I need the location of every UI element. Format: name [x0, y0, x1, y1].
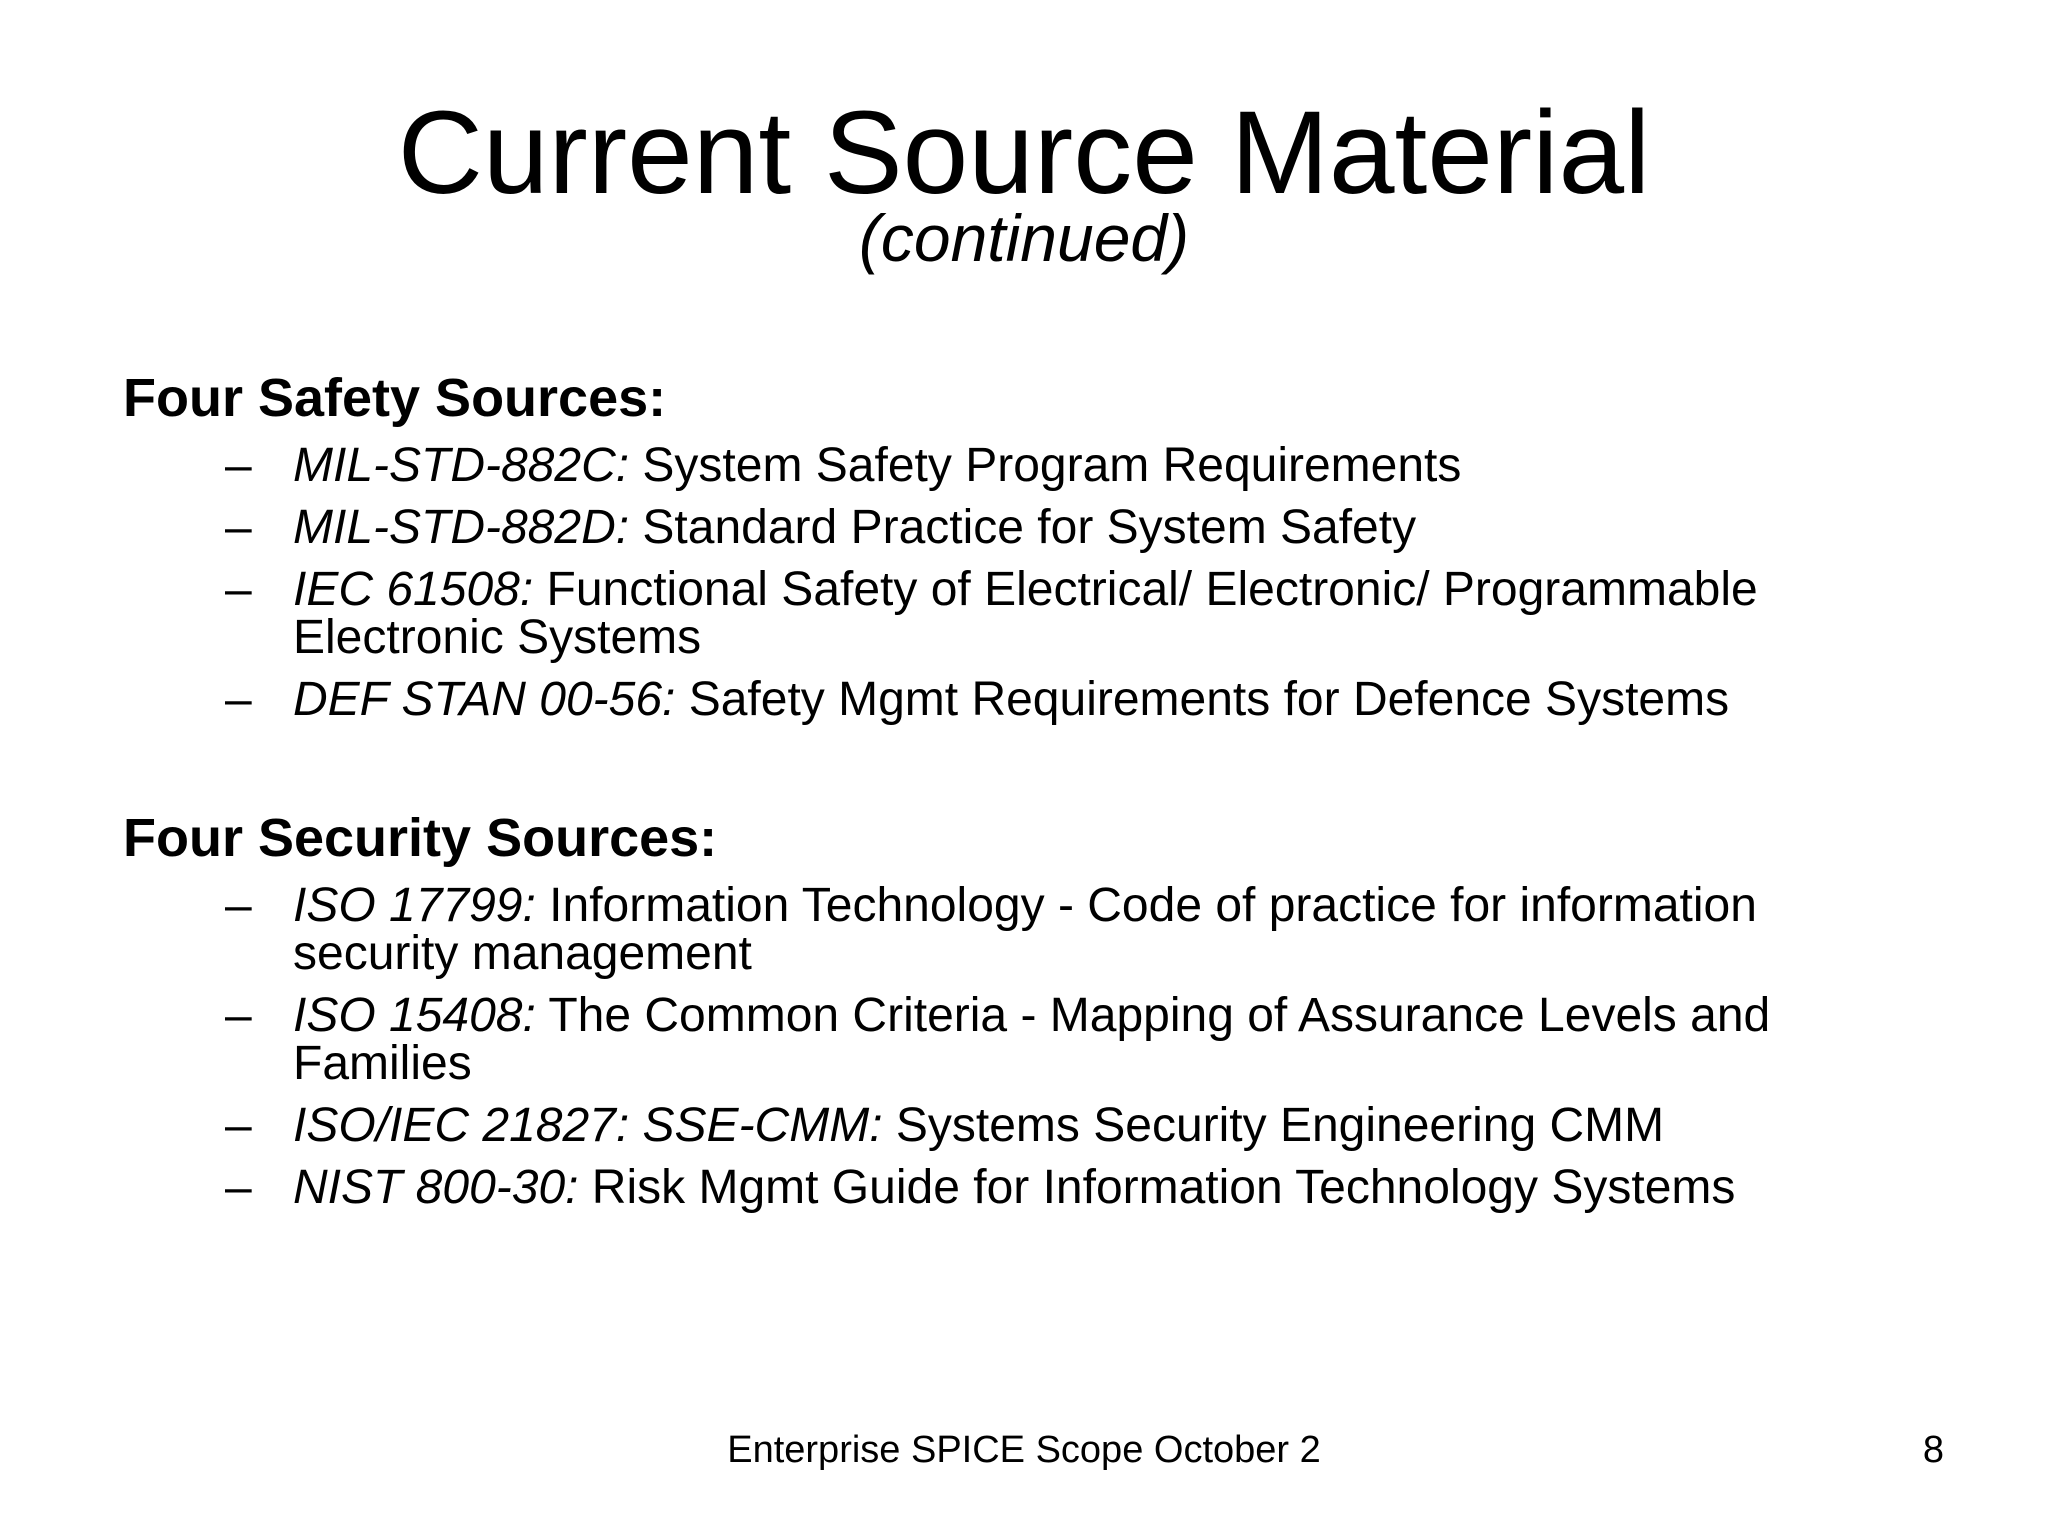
standard-code: MIL-STD-882D:	[293, 501, 630, 554]
standard-title: Systems Security Engineering CMM	[882, 1099, 1665, 1152]
standard-title: Standard Practice for System Safety	[629, 501, 1417, 554]
list-item	[123, 563, 1923, 664]
standard-code: DEF STAN 00-56:	[293, 673, 676, 726]
standard-code: NIST 800-30:	[293, 1161, 579, 1214]
slide-footer: Enterprise SPICE Scope October 2	[727, 1429, 1321, 1471]
dash-bullet-icon: –	[225, 1161, 252, 1214]
standard-title: The Common Criteria - Mapping of Assurance Levels and Families	[293, 989, 1771, 1090]
standard-title: Risk Mgmt Guide for Information Technology Systems	[578, 1161, 1736, 1214]
list-item	[123, 989, 1923, 1090]
standard-code: ISO 17799:	[293, 879, 536, 932]
section-heading: Four Safety Sources:	[123, 368, 667, 428]
list-item	[123, 673, 1923, 726]
standard-code: MIL-STD-882C:	[293, 439, 630, 492]
list-item	[123, 1099, 1923, 1152]
standard-title: System Safety Program Requirements	[629, 439, 1462, 492]
dash-bullet-icon: –	[225, 501, 252, 554]
page-number: 8	[1922, 1429, 1944, 1471]
standard-code: IEC 61508:	[293, 563, 534, 616]
safety-sources-section	[123, 366, 1923, 724]
safety-sources-list	[123, 439, 1923, 726]
slide-subtitle: (continued)	[858, 201, 1190, 275]
section-heading: Four Security Sources:	[123, 808, 718, 868]
standard-title: Information Technology - Code of practice for information security management	[293, 879, 1757, 980]
dash-bullet-icon: –	[225, 1099, 252, 1152]
security-sources-section	[123, 806, 1923, 1212]
dash-bullet-icon: –	[225, 563, 252, 616]
standard-code: ISO/IEC 21827: SSE-CMM:	[293, 1099, 883, 1152]
standard-title: Safety Mgmt Requirements for Defence Systems	[675, 673, 1730, 726]
list-item	[123, 501, 1923, 554]
list-item	[123, 879, 1923, 980]
list-item	[123, 1161, 1923, 1214]
dash-bullet-icon: –	[225, 879, 252, 932]
dash-bullet-icon: –	[225, 989, 252, 1042]
list-item	[123, 439, 1923, 492]
dash-bullet-icon: –	[225, 439, 252, 492]
standard-title: Functional Safety of Electrical/ Electronic/ Programmable Electronic Systems	[293, 563, 1758, 664]
security-sources-list	[123, 879, 1923, 1214]
standard-code: ISO 15408:	[293, 989, 536, 1042]
dash-bullet-icon: –	[225, 673, 252, 726]
slide-title: Current Source Material	[397, 87, 1651, 219]
